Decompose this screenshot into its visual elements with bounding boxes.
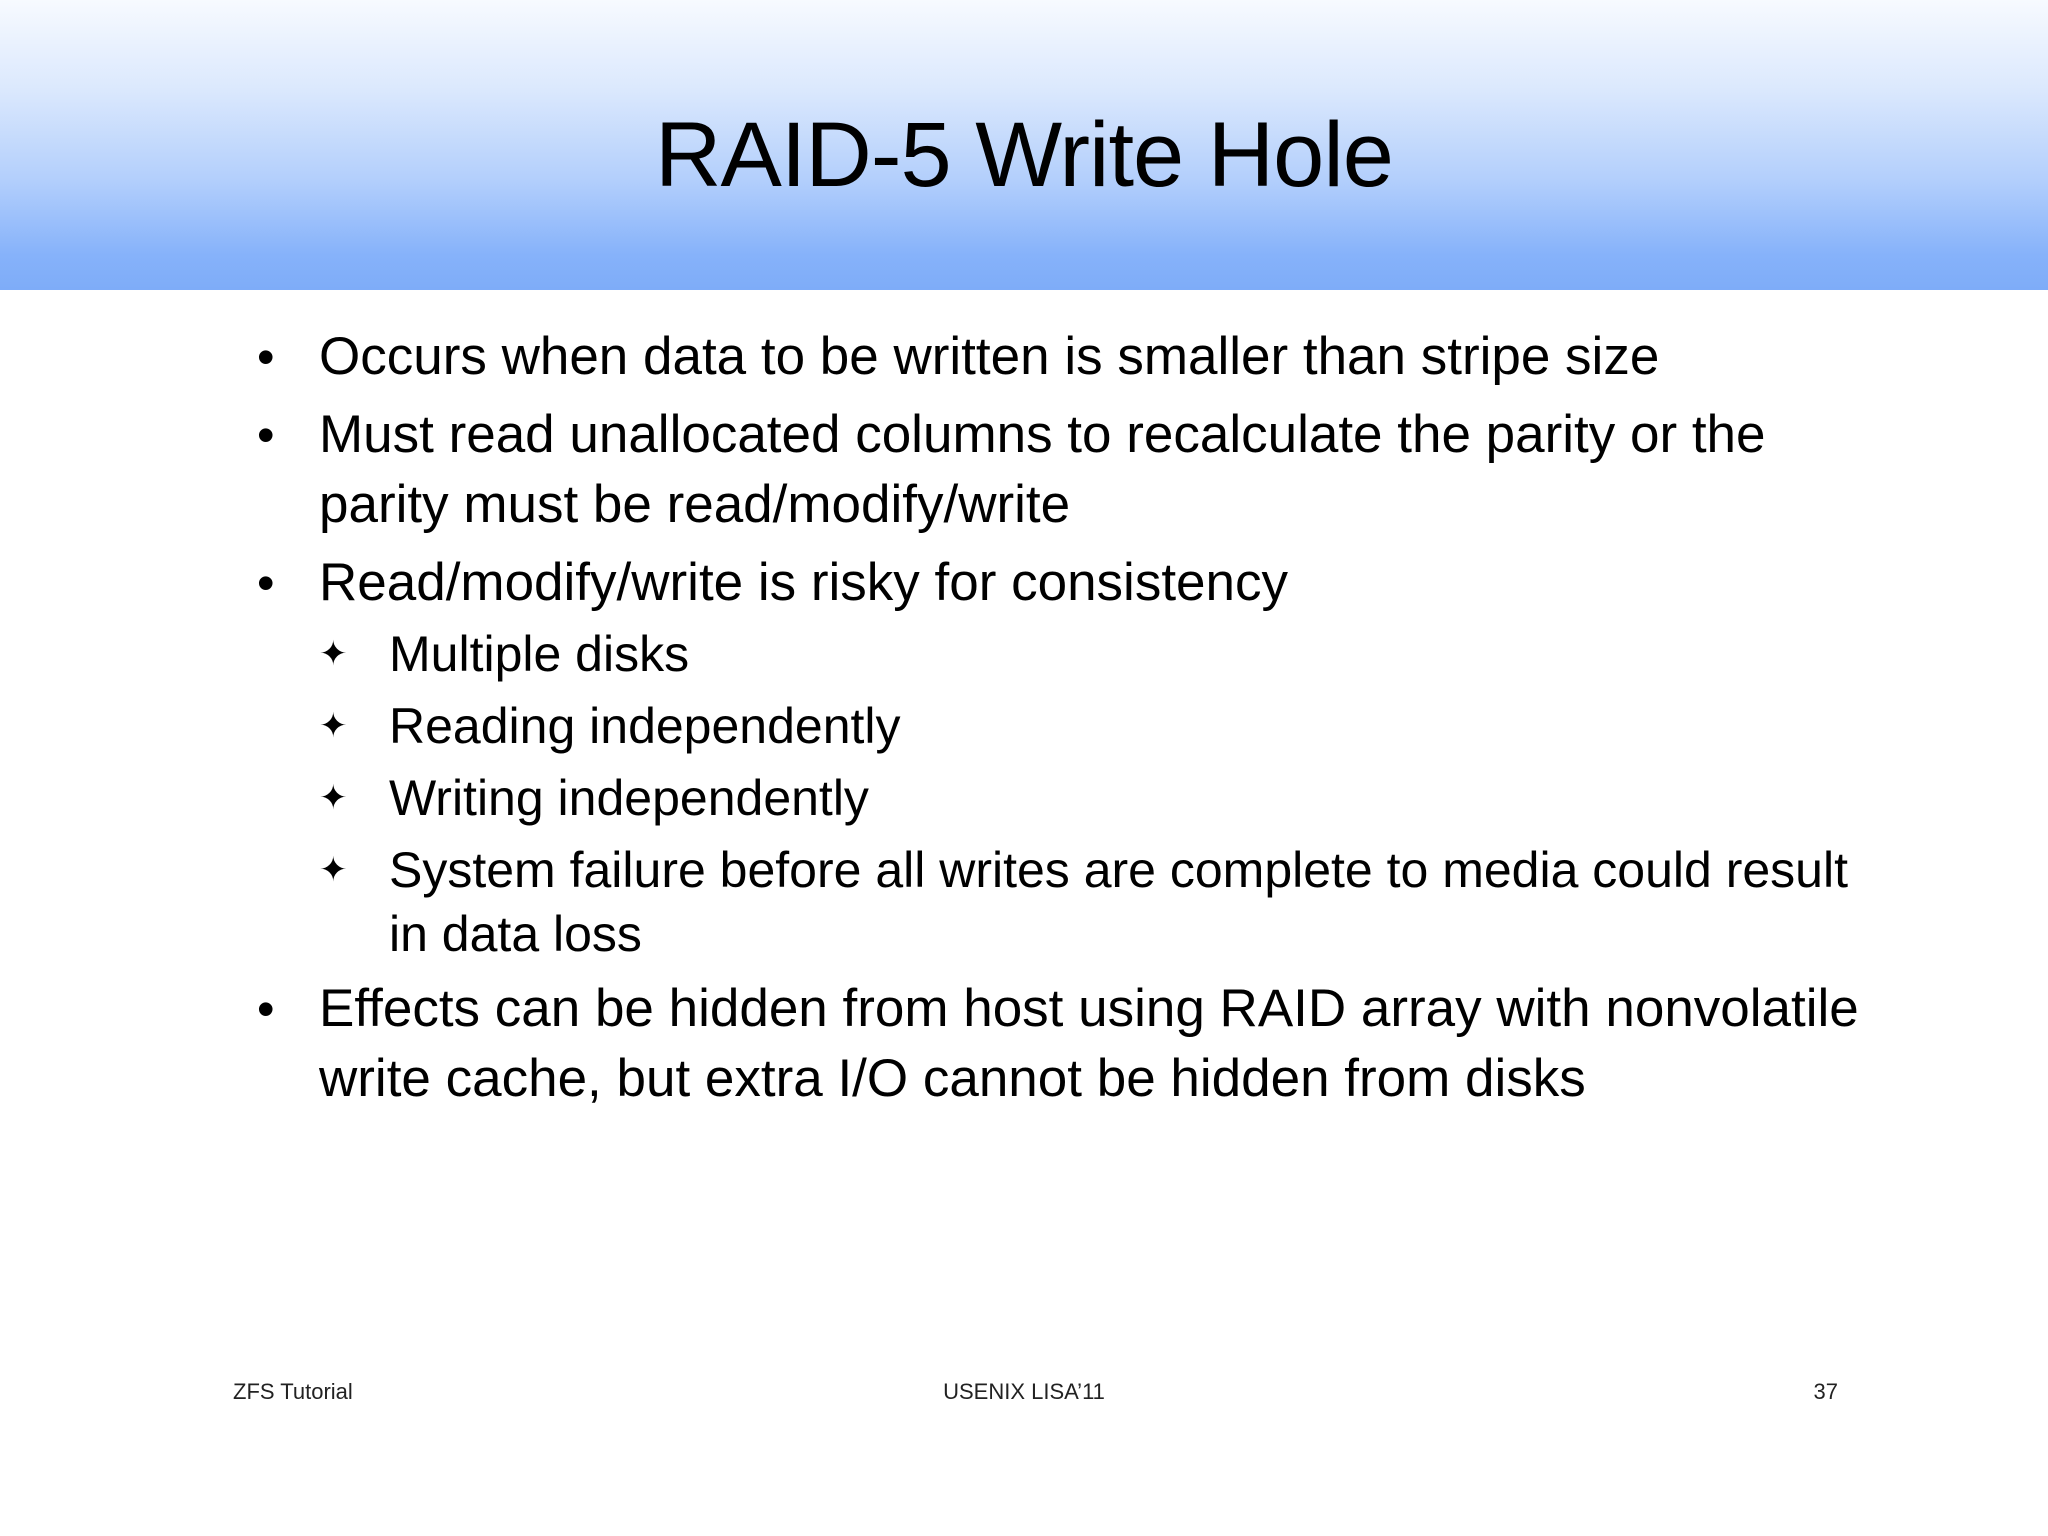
sub-bullet-text: System failure before all writes are complete to media could result in data loss (389, 842, 1848, 962)
bullet-icon: • (257, 329, 275, 385)
sub-bullet-item (319, 694, 1875, 758)
four-point-star-icon: ✦ (319, 707, 348, 745)
four-point-star-icon: ✦ (319, 851, 348, 889)
bullet-list (255, 322, 1875, 1122)
bullet-item (255, 548, 1875, 966)
sub-bullet-text: Multiple disks (389, 626, 690, 682)
sub-bullet-list (319, 622, 1875, 966)
bullet-text: Occurs when data to be written is smaller than stripe size (319, 327, 1660, 386)
footer-left-label: ZFS Tutorial (233, 1379, 353, 1404)
sub-bullet-text: Reading independently (389, 698, 901, 754)
bullet-item (255, 322, 1875, 392)
sub-bullet-item (319, 766, 1875, 830)
bullet-text: Read/modify/write is risky for consistency (319, 553, 1289, 612)
footer-center-label: USENIX LISA’11 (943, 1379, 1105, 1404)
bullet-icon: • (257, 555, 275, 611)
bullet-item (255, 974, 1875, 1114)
bullet-icon: • (257, 407, 275, 463)
bullet-item (255, 400, 1875, 540)
sub-bullet-item (319, 622, 1875, 686)
sub-bullet-text: Writing independently (389, 770, 869, 826)
bullet-text: Must read unallocated columns to recalculate the parity or the parity must be read/modify/write (319, 405, 1766, 534)
four-point-star-icon: ✦ (319, 779, 348, 817)
bullet-icon: • (257, 981, 275, 1037)
four-point-star-icon: ✦ (319, 635, 348, 673)
bullet-text: Effects can be hidden from host using RAID array with nonvolatile write cache, but extra I/O cannot be hidden from disks (319, 979, 1859, 1108)
sub-bullet-item (319, 838, 1875, 966)
page-number: 37 (1813, 1379, 1838, 1404)
slide-title: RAID-5 Write Hole (655, 104, 1393, 206)
